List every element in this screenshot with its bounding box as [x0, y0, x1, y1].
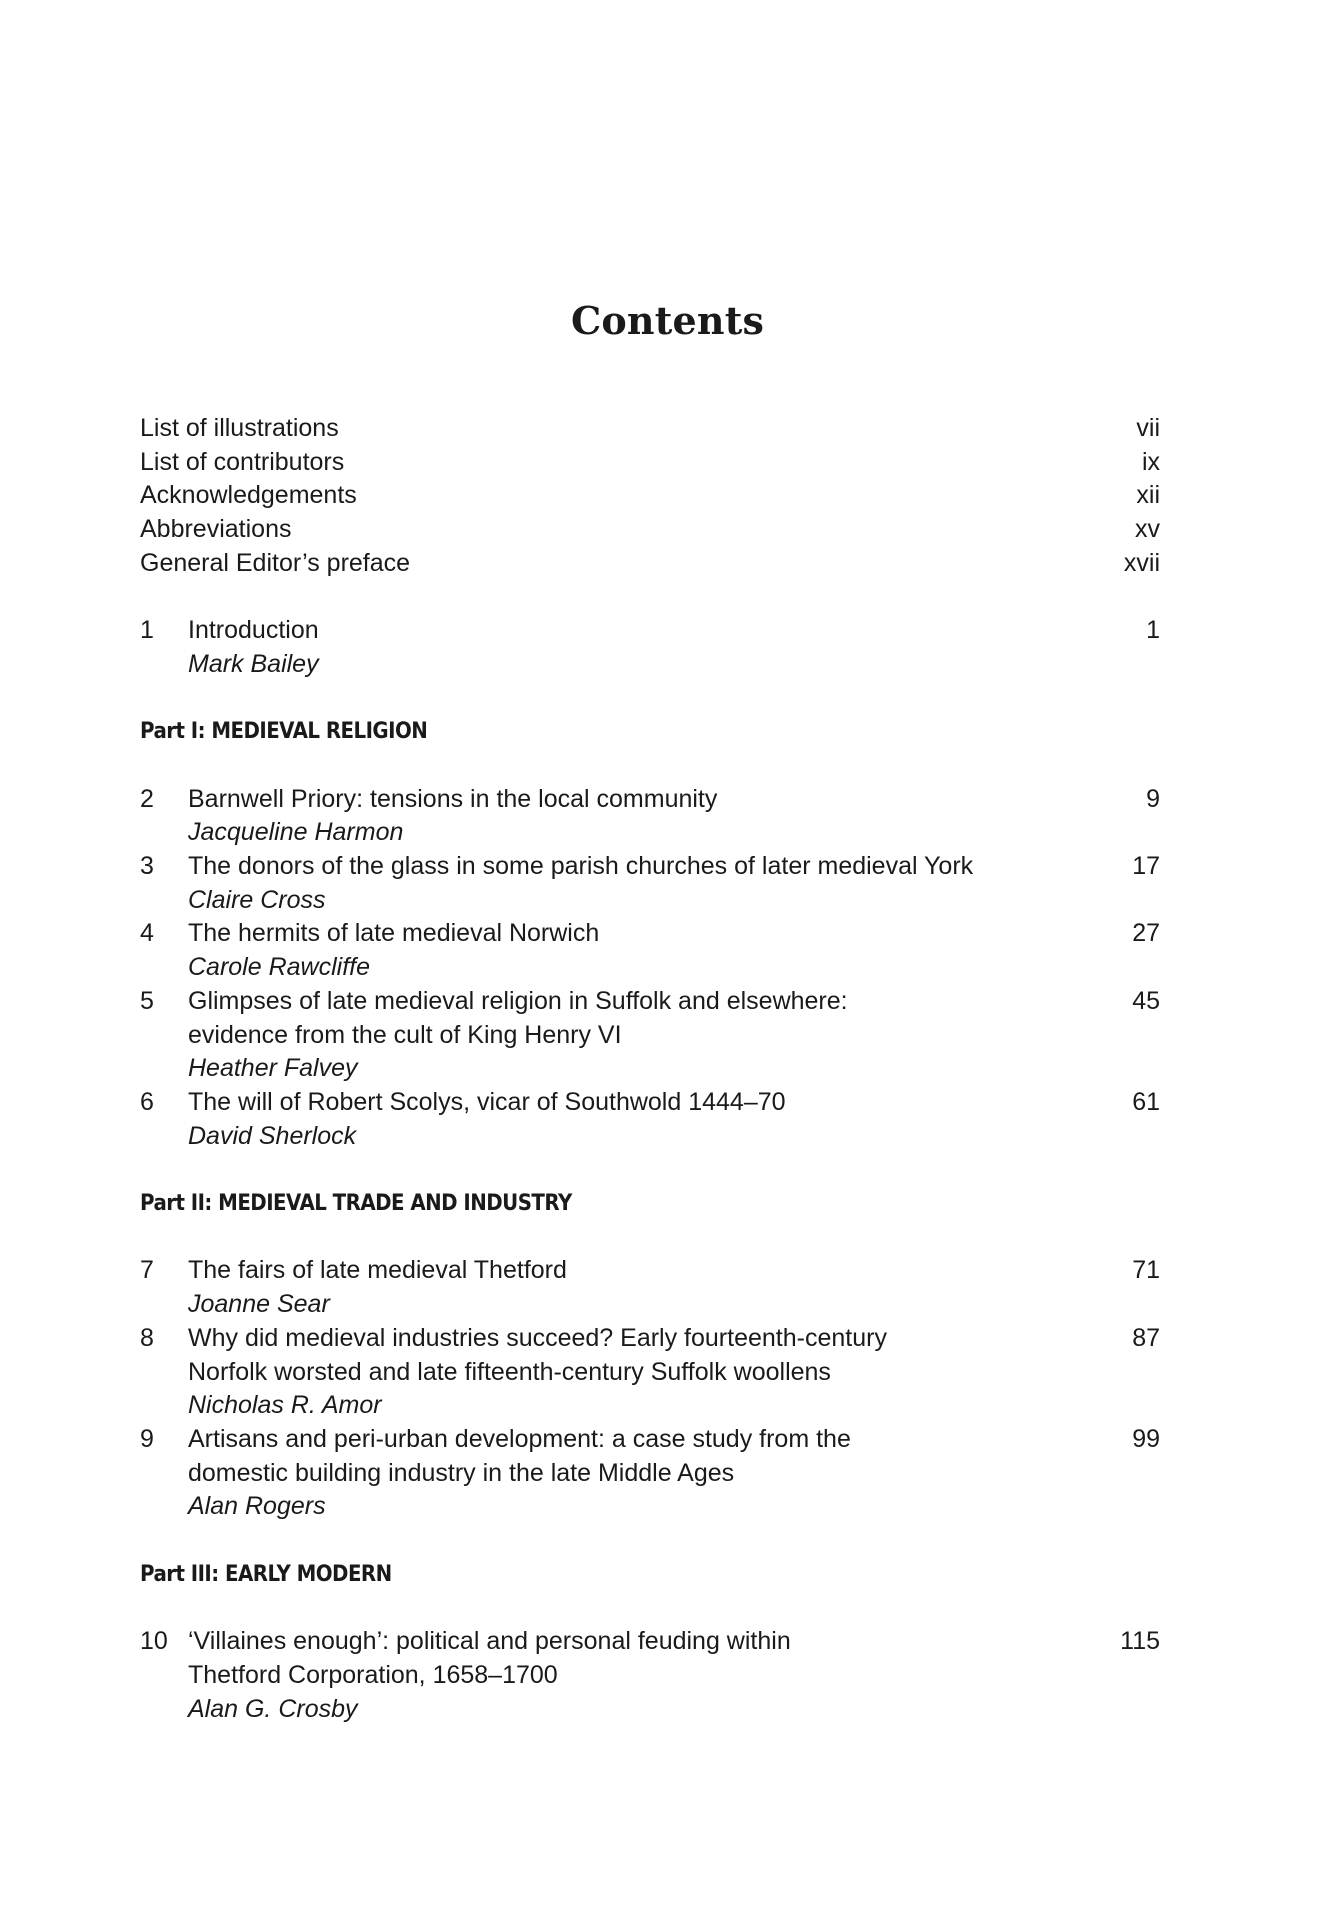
spacer — [140, 581, 1160, 615]
chapter-title: The will of Robert Scolys, vicar of Southwold 1444–70 — [188, 1088, 786, 1116]
chapter-entry — [140, 1086, 1160, 1153]
chapter-entry — [140, 1625, 1160, 1726]
page-number: xv — [1135, 515, 1160, 544]
chapter-number: 5 — [140, 986, 154, 1015]
chapter-number: 7 — [140, 1256, 154, 1285]
page-number: 87 — [1132, 1323, 1160, 1352]
chapter-title: ‘Villaines enough’: political and personal feuding within Thetford Corporation, 1658–1700 — [188, 1627, 791, 1689]
page-number: 27 — [1132, 919, 1160, 948]
page-number: 17 — [1132, 852, 1160, 881]
chapter-body — [188, 1254, 1060, 1321]
entry-title: Abbreviations — [140, 515, 292, 544]
entry-title: General Editor’s preface — [140, 548, 411, 577]
chapter-number: 9 — [140, 1424, 154, 1453]
page-title: Contents — [570, 298, 765, 343]
chapter-body — [188, 1423, 1060, 1524]
chapter-body — [188, 917, 1060, 984]
page-number: vii — [1136, 414, 1160, 442]
chapter-title: Artisans and peri-urban development: a case study from the domestic building industry in the late Middle Ages — [188, 1424, 851, 1487]
entry-title: List of illustrations — [140, 414, 339, 442]
chapter-number: 8 — [140, 1323, 154, 1352]
chapter-body — [188, 614, 1060, 681]
front-matter-entry — [140, 513, 1160, 547]
chapter-title: Introduction — [188, 616, 319, 645]
chapter-entry — [140, 614, 1160, 681]
chapter-author: Carole Rawcliffe — [188, 953, 371, 982]
page-number: 1 — [1146, 616, 1160, 645]
chapter-entry — [140, 917, 1160, 984]
front-matter-entry — [140, 412, 1160, 446]
part-heading: Part I: MEDIEVAL RELIGION — [140, 719, 428, 745]
chapter-entry — [140, 850, 1160, 917]
chapter-entry — [140, 1322, 1160, 1423]
chapter-entry — [140, 783, 1160, 850]
spacer — [140, 749, 1160, 783]
entry-title: List of contributors — [140, 447, 345, 476]
table-of-contents — [140, 412, 1160, 1726]
chapter-number: 10 — [140, 1627, 168, 1656]
spacer — [140, 682, 1160, 716]
spacer — [140, 1153, 1160, 1187]
page-number: 115 — [1120, 1627, 1160, 1656]
front-matter-entry — [140, 446, 1160, 480]
chapter-title: Why did medieval industries succeed? Early fourteenth-century Norfolk worsted and late fifteenth-century Suffolk woollens — [188, 1323, 887, 1386]
part-heading: Part II: MEDIEVAL TRADE AND INDUSTRY — [140, 1191, 572, 1217]
chapter-number: 1 — [140, 616, 154, 645]
chapter-title: The donors of the glass in some parish churches of later medieval York — [188, 852, 974, 881]
chapter-number: 6 — [140, 1088, 154, 1116]
spacer — [140, 1524, 1160, 1558]
front-matter-entry — [140, 479, 1160, 513]
chapter-number: 3 — [140, 852, 154, 881]
chapter-body — [188, 985, 1060, 1086]
page-number: 61 — [1132, 1088, 1160, 1116]
chapter-title: Barnwell Priory: tensions in the local community — [188, 784, 718, 813]
spacer — [140, 1591, 1160, 1625]
part-heading: Part III: EARLY MODERN — [140, 1561, 392, 1587]
chapter-author: Mark Bailey — [188, 649, 319, 678]
chapter-author: David Sherlock — [188, 1121, 357, 1150]
front-matter-entry — [140, 547, 1160, 581]
chapter-author: Alan Rogers — [188, 1492, 326, 1521]
page-number: 71 — [1132, 1256, 1160, 1285]
chapter-body — [188, 783, 1060, 850]
chapter-entry — [140, 1423, 1160, 1524]
chapter-entry — [140, 985, 1160, 1086]
spacer — [140, 1221, 1160, 1255]
chapter-title: The hermits of late medieval Norwich — [188, 919, 600, 948]
page-number: 45 — [1132, 986, 1160, 1015]
page-number: 9 — [1146, 784, 1160, 813]
chapter-author: Heather Falvey — [188, 1054, 358, 1083]
chapter-author: Joanne Sear — [188, 1290, 330, 1319]
chapter-body — [188, 1086, 1060, 1153]
chapter-author: Jacqueline Harmon — [188, 818, 404, 847]
chapter-body — [188, 1625, 1060, 1726]
chapter-body — [188, 850, 1060, 917]
entry-title: Acknowledgements — [140, 481, 357, 510]
page-number: 99 — [1132, 1424, 1160, 1453]
chapter-number: 2 — [140, 784, 154, 813]
page-number: xvii — [1123, 548, 1160, 577]
chapter-body — [188, 1322, 1060, 1423]
page-number: xii — [1136, 481, 1160, 510]
page-number: ix — [1141, 447, 1160, 476]
chapter-author: Nicholas R. Amor — [188, 1391, 382, 1420]
chapter-author: Claire Cross — [188, 885, 326, 914]
chapter-title: The fairs of late medieval Thetford — [188, 1256, 567, 1285]
chapter-entry — [140, 1254, 1160, 1321]
chapter-title: Glimpses of late medieval religion in Suffolk and elsewhere: evidence from the cult of King Henry VI — [188, 986, 848, 1049]
chapter-author: Alan G. Crosby — [188, 1694, 358, 1723]
chapter-number: 4 — [140, 919, 154, 948]
